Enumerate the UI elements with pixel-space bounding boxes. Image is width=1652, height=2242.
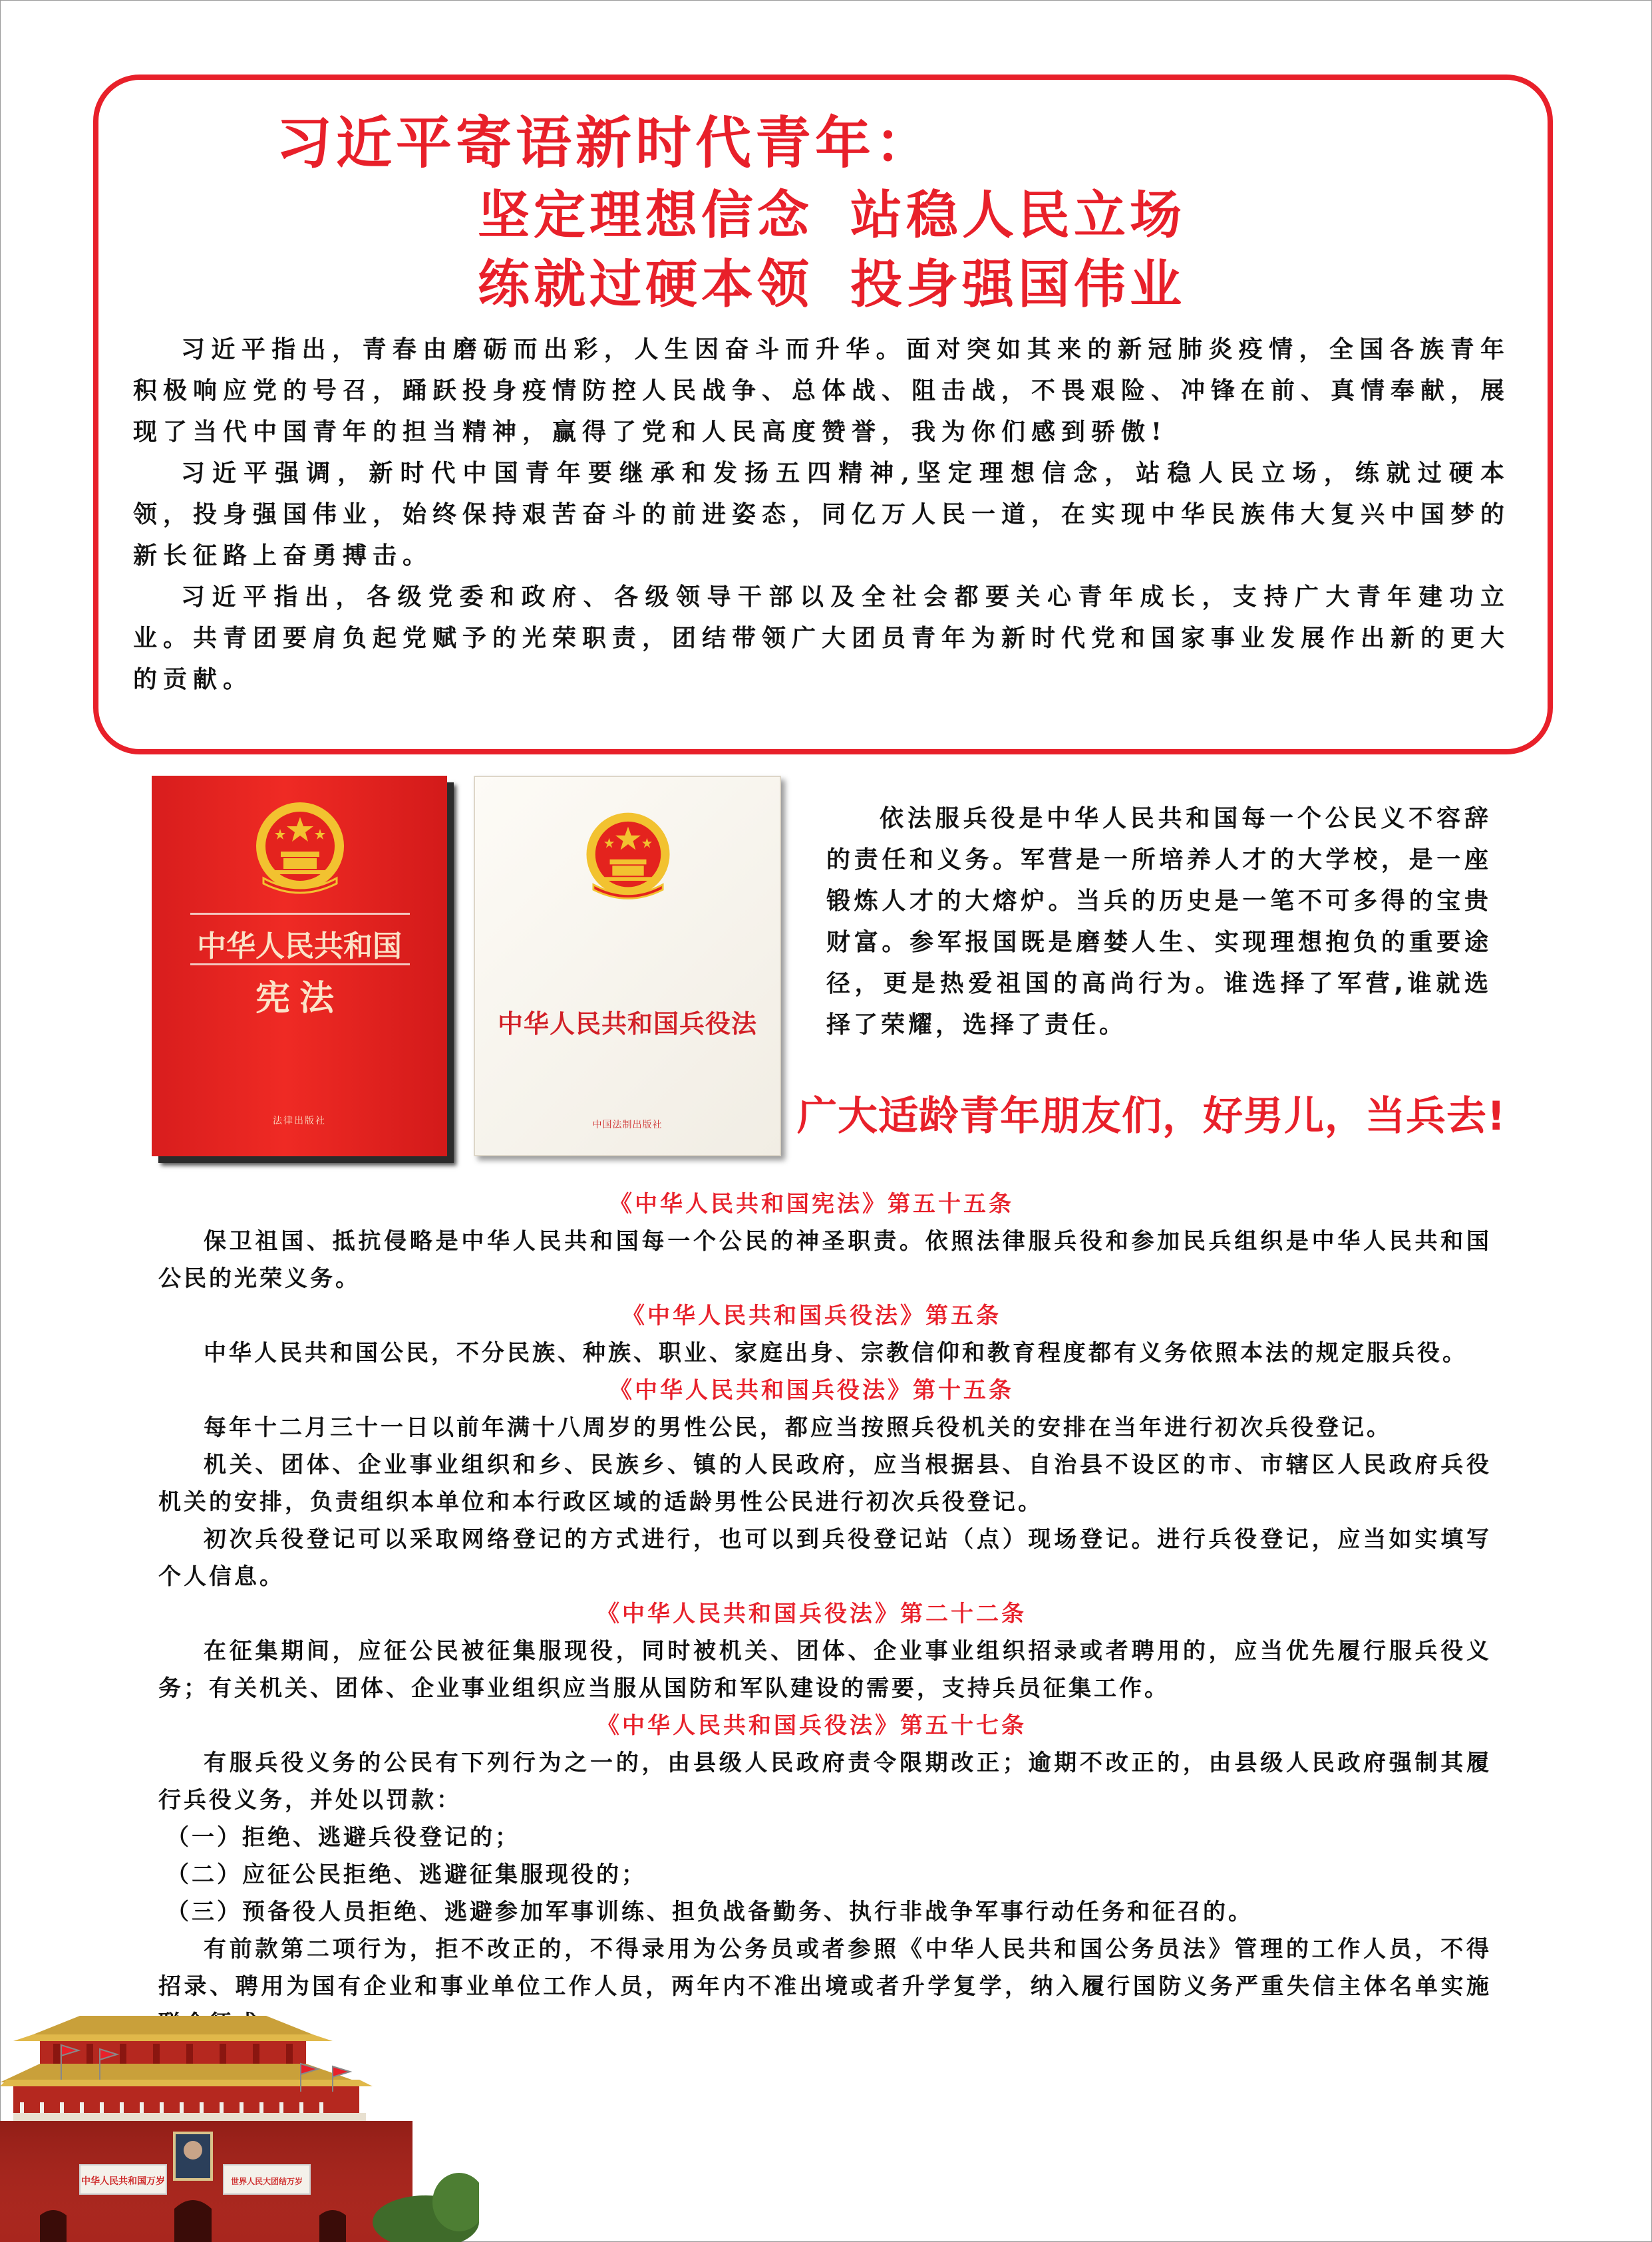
law-article-text: 机关、团体、企业事业组织和乡、民族乡、镇的人民政府，应当根据县、自治县不设区的市、市辖区人民政府兵役机关的安排，负责组织本单位和本行政区域的适龄男性公民进行初次兵役登记。 (158, 1452, 1492, 1516)
military-service-law-book-cover (474, 776, 781, 1156)
law-article-title: 《中华人民共和国兵役法》第二十二条 (597, 1601, 1027, 1627)
law-list-item: （三）预备役人员拒绝、逃避参加军事训练、担负战备勤务、执行非战争军事行动任务和征召的。 (166, 1899, 1253, 1925)
law-article-text: 保卫祖国、抵抗侵略是中华人民共和国每一个公民的神圣职责。依照法律服兵役和参加民兵组织是中华人民共和国公民的光荣义务。 (158, 1228, 1492, 1292)
constitution-subtitle: 宪法 (255, 978, 343, 1019)
law-article-text: 有服兵役义务的公民有下列行为之一的，由县级人民政府责令限期改正；逾期不改正的，由县级人民政府强制其履行兵役义务，并处以罚款： (158, 1750, 1492, 1814)
subheadline-1a: 坚定理想信念 (478, 186, 814, 245)
gate-right-banner: 世界人民大团结万岁 (230, 2177, 303, 2186)
quote-paragraph: 习近平指出，各级党委和政府、各级领导干部以及全社会都要关心青年成长，支持广大青年建功立业。共青团要肩负起党赋予的光荣职责，团结带领广大团员青年为新时代党和国家事业发展作出新的更大的贡献。 (133, 583, 1511, 693)
national-emblem-icon (237, 798, 363, 898)
law-articles (158, 1186, 1492, 2042)
subheadline-1b: 站稳人民立场 (850, 186, 1186, 245)
national-emblem-icon (568, 806, 688, 906)
law-article-text: 中华人民共和国公民，不分民族、种族、职业、家庭出身、宗教信仰和教育程度都有义务依照本法的规定服兵役。 (204, 1340, 1468, 1366)
military-law-title: 中华人民共和国兵役法 (497, 1009, 757, 1039)
constitution-publisher: 法律出版社 (273, 1116, 326, 1126)
law-article-text: 每年十二月三十一日以前年满十八周岁的男性公民，都应当按照兵役机关的安排在当年进行初次兵役登记。 (204, 1414, 1392, 1441)
law-article-text: 初次兵役登记可以采取网络登记的方式进行，也可以到兵役登记站（点）现场登记。进行兵役登记，应当如实填写个人信息。 (158, 1526, 1492, 1590)
recruit-slogan: 广大适龄青年朋友们，好男儿，当兵去! (797, 1093, 1506, 1140)
subheadline-2 (478, 253, 1186, 317)
law-article-text: 在征集期间，应征公民被征集服现役，同时被机关、团体、企业事业组织招录或者聘用的，应当优先履行服兵役义务；有关机关、团体、企业事业组织应当服从国防和军队建设的需要，支持兵员征集工作。 (158, 1638, 1492, 1702)
constitution-title: 中华人民共和国 (197, 929, 402, 963)
law-article-title: 《中华人民共和国兵役法》第五十七条 (597, 1712, 1027, 1739)
gate-left-banner: 中华人民共和国万岁 (81, 2176, 165, 2187)
cover-rule (190, 913, 410, 915)
law-article-title: 《中华人民共和国兵役法》第五条 (622, 1303, 1001, 1329)
law-article-title: 《中华人民共和国兵役法》第十五条 (609, 1377, 1014, 1404)
tiananmen-gate-illustration (0, 2002, 479, 2242)
headline: 习近平寄语新时代青年： (276, 110, 935, 176)
constitution-book-cover (152, 776, 447, 1156)
quote-paragraph: 习近平指出，青春由磨砺而出彩，人生因奋斗而升华。面对突如其来的新冠肺炎疫情，全国各族青年积极响应党的号召，踊跃投身疫情防控人民战争、总体战、阻击战，不畏艰险、冲锋在前、真情奉献，展现了当代中国青年的担当精神，赢得了党和人民高度赞誉，我为你们感到骄傲! (133, 335, 1511, 446)
subheadline-1 (478, 184, 1186, 247)
subheadline-2a: 练就过硬本领 (478, 255, 814, 315)
cover-rule (190, 963, 410, 965)
quote-paragraph: 习近平强调，新时代中国青年要继承和发扬五四精神,坚定理想信念，站稳人民立场，练就过硬本领，投身强国伟业，始终保持艰苦奋斗的前进姿态，同亿万人民一道，在实现中华民族伟大复兴中国梦的新长征路上奋勇搏击。 (133, 459, 1511, 569)
service-intro-paragraph: 依法服兵役是中华人民共和国每一个公民义不容辞的责任和义务。军营是一所培养人才的大学校，是一座锻炼人才的大熔炉。当兵的历史是一笔不可多得的宝贵财富。参军报国既是磨婪人生、实现理想抱负的重要途径，更是热爱祖国的高尚行为。谁选择了军营,谁就选择了荣耀，选择了责任。 (826, 805, 1492, 1039)
military-law-publisher: 中国法制出版社 (592, 1120, 663, 1130)
law-article-text: 有前款第二项行为，拒不改正的，不得录用为公务员或者参照《中华人民共和国公务员法》管理的工作人员，不得招录、聘用为国有企业和事业单位工作人员，两年内不准出境或者升学复学，纳入履行国防义务严重失信主体名单实施 (158, 1936, 1492, 2000)
law-list-item: （一）拒绝、逃避兵役登记的； (166, 1824, 520, 1851)
quote-body (133, 329, 1510, 700)
law-article-title: 《中华人民共和国宪法》第五十五条 (609, 1191, 1014, 1217)
subheadline-2b: 投身强国伟业 (850, 255, 1186, 315)
law-list-item: （二）应征公民拒绝、逃避征集服现役的； (166, 1861, 647, 1888)
service-intro (826, 798, 1492, 1046)
